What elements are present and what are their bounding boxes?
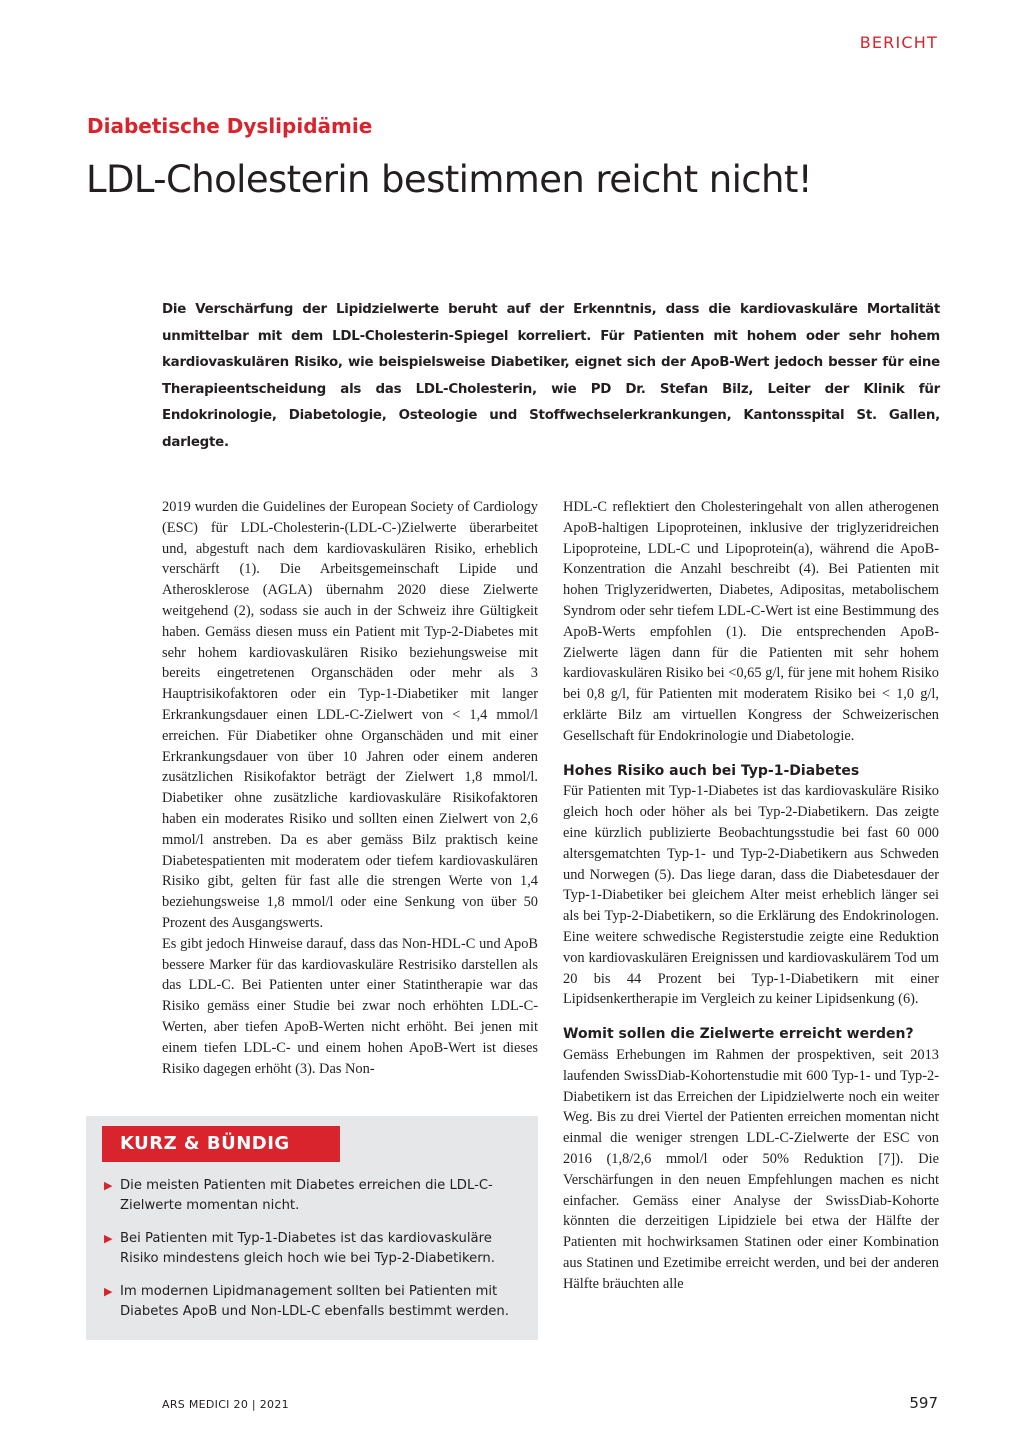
triangle-right-icon: ▶ (104, 1285, 113, 1298)
column-right (563, 497, 939, 1294)
article-title: LDL-Cholesterin bestimmen reicht nicht! (86, 158, 812, 201)
body-paragraph: Für Patienten mit Typ-1-Diabetes ist das kardiovaskuläre Risiko gleich hoch oder höher als bei Typ-2-Diabetikern. Das zeigte eine kürzlich publizierte Beobachtungsstudie bei fast 60 000 altersgematchten Typ-1- und Typ-2-Diabetikern aus Schweden und Norwegen (5). Das liege daran, dass die Diabetesdauer der Typ-1-Diabetiker bei gleichem Alter meist erheblich länger sei als bei Typ-2-Diabetikern, so die Erklärung des Endokrinologen. Eine weitere schwedische Registerstudie zeigte eine Reduktion von kardiovaskulären Ereignissen und kardiovaskulärem Tod um 20 bis 44 Prozent bei Typ-1-Diabetikern mit einer Lipidsenkertherapie im Vergleich zu keiner Lipidsenkung (6). (563, 783, 939, 1008)
summary-item (104, 1229, 522, 1269)
triangle-right-icon: ▶ (104, 1179, 113, 1192)
page-number: 597 (909, 1394, 938, 1412)
summary-item (104, 1282, 522, 1322)
summary-item-text: Bei Patienten mit Typ-1-Diabetes ist das kardiovaskuläre Risiko mindestens gleich hoch wie bei Typ-2-Diabetikern. (120, 1231, 495, 1266)
section-label: BERICHT (859, 33, 938, 52)
section-heading: Womit sollen die Zielwerte erreicht werden? (563, 1026, 914, 1043)
article-lead: Die Verschärfung der Lipidzielwerte beruht auf der Erkenntnis, dass die kardiovaskuläre Mortalität unmittelbar mit dem LDL-Cholesterin-Spiegel korreliert. Für Patienten mit hohem oder sehr hohem kardiovaskulären Risiko, wie beispielsweise Diabetiker, eignet sich der ApoB-Wert jedoch besser für eine Therapieentscheidung als das LDL-Cholesterin, wie PD Dr. Stefan Bilz, Leiter der Klinik für Endokrinologie, Diabetologie, Osteologie und Stoffwechselerkrankungen, Kantonsspital St. Gallen, darlegte. (162, 302, 940, 450)
section-heading: Hohes Risiko auch bei Typ-1-Diabetes (563, 762, 860, 779)
body-paragraph: HDL-C reflektiert den Cholesteringehalt von allen atherogenen ApoB-haltigen Lipoproteinen, inklusive der triglyzeridreichen Lipoproteine, LDL-C und Lipoprotein(a), während die ApoB-Konzentration die Anzahl beschreibt (4). Bei Patienten mit hohen Triglyzeridwerten, Diabetes, Adipositas, metabolischem Syndrom oder sehr tiefem LDL-C-Wert ist eine Bestimmung des ApoB-Werts empfohlen (1). Die entsprechenden ApoB-Zielwerte lägen dann für die Patienten mit sehr hohem kardiovaskulären Risiko bei <0,65 g/l, für jene mit hohem Risiko bei 0,8 g/l, für Patienten mit moderatem Risiko bei < 1,0 g/l, erklärte Bilz am virtuellen Kongress der Schweizerischen Gesellschaft für Endokrinologie und Diabetologie. (563, 499, 939, 744)
summary-title: KURZ & BÜNDIG (102, 1126, 340, 1162)
triangle-right-icon: ▶ (104, 1232, 113, 1245)
article-kicker: Diabetische Dyslipidämie (87, 114, 373, 138)
body-paragraph: Gemäss Erhebungen im Rahmen der prospektiven, seit 2013 laufenden SwissDiab-Kohortenstudie mit 600 Typ-1- und Typ-2-Diabetikern ist das Erreichen der Lipidzielwerte noch ein weiter Weg. Bis zu drei Viertel der Patienten erreichen momentan nicht einmal die weniger strengen LDL-C-Zielwerte der ESC von 2016 (1,8/2,6 mmol/l oder 50% Reduktion [7]). Die Verschärfungen in den neuen Empfehlungen machen es nicht einfacher. Gemäss einer Analyse der SwissDiab-Kohorte könnten die derzeitigen Lipidziele bei etwa der Hälfte der Patienten mit hochwirksamen Statinen oder einer Kombination aus Statinen und Ezetimibe erreicht werden, und bei der anderen Hälfte bräuchten alle (563, 1046, 939, 1292)
footer-journal: ARS MEDICI 20 | 2021 (162, 1398, 289, 1411)
summary-item (104, 1176, 522, 1216)
body-paragraph: Es gibt jedoch Hinweise darauf, dass das Non-HDL-C und ApoB bessere Marker für das kardiovaskuläre Restrisiko darstellen als das LDL-C. Bei Patienten unter einer Statintherapie war das Risiko gemäss einer Studie bei zwar noch erhöhten LDL-C-Werten, aber tiefen ApoB-Werten nicht erhöht. Bei jenen mit einem tiefen LDL-C- und einem hohen ApoB-Wert ist dieses Risiko dagegen erhöht (3). Das Non- (162, 935, 538, 1077)
body-paragraph: 2019 wurden die Guidelines der European Society of Cardiology (ESC) für LDL-Cholesterin-(LDL-C-)Zielwerte überarbeitet und, abgestuft nach dem kardiovaskulären Risiko, erheblich verschärft (1). Die Arbeitsgemeinschaft Lipide und Atherosklerose (AGLA) übernahm 2020 diese Zielwerte weitgehend (2), sodass sie auch in der Schweiz ihre Gültigkeit haben. Gemäss diesen muss ein Patient mit Typ-2-Diabetes mit sehr hohem kardiovaskulären Risiko beziehungsweise mit bereits eingetretenen Organschäden oder mehr als 3 Hauptrisikofaktoren oder ein Typ-1-Diabetiker mit langer Erkrankungsdauer einen LDL-C-Zielwert von < 1,4 mmol/l erreichen. Für Diabetiker ohne Organschäden und mit einer Erkrankungsdauer von über 10 Jahren oder einem anderen zusätzlichen Risikofaktor beträgt der Zielwert 1,8 mmol/l. Diabetiker ohne zusätzliche kardiovaskuläre Risikofaktoren haben ein moderates Risiko und sollten einen Zielwert von 2,6 mmol/l anstreben. Da es aber gemäss Bilz praktisch keine Diabetespatienten mit moderatem oder tiefem kardiovaskulären Risiko gibt, gelten für fast alle die strengen Werte von 1,4 beziehungsweise 1,8 mmol/l oder eine Senkung von über 50 Prozent des Ausgangswerts. (162, 499, 538, 931)
column-left (162, 497, 538, 1079)
summary-item-text: Im modernen Lipidmanagement sollten bei Patienten mit Diabetes ApoB und Non-LDL-C ebenfalls bestimmt werden. (120, 1284, 509, 1319)
summary-list (104, 1176, 522, 1335)
summary-item-text: Die meisten Patienten mit Diabetes erreichen die LDL-C-Zielwerte momentan nicht. (120, 1178, 493, 1213)
summary-box (86, 1116, 538, 1340)
